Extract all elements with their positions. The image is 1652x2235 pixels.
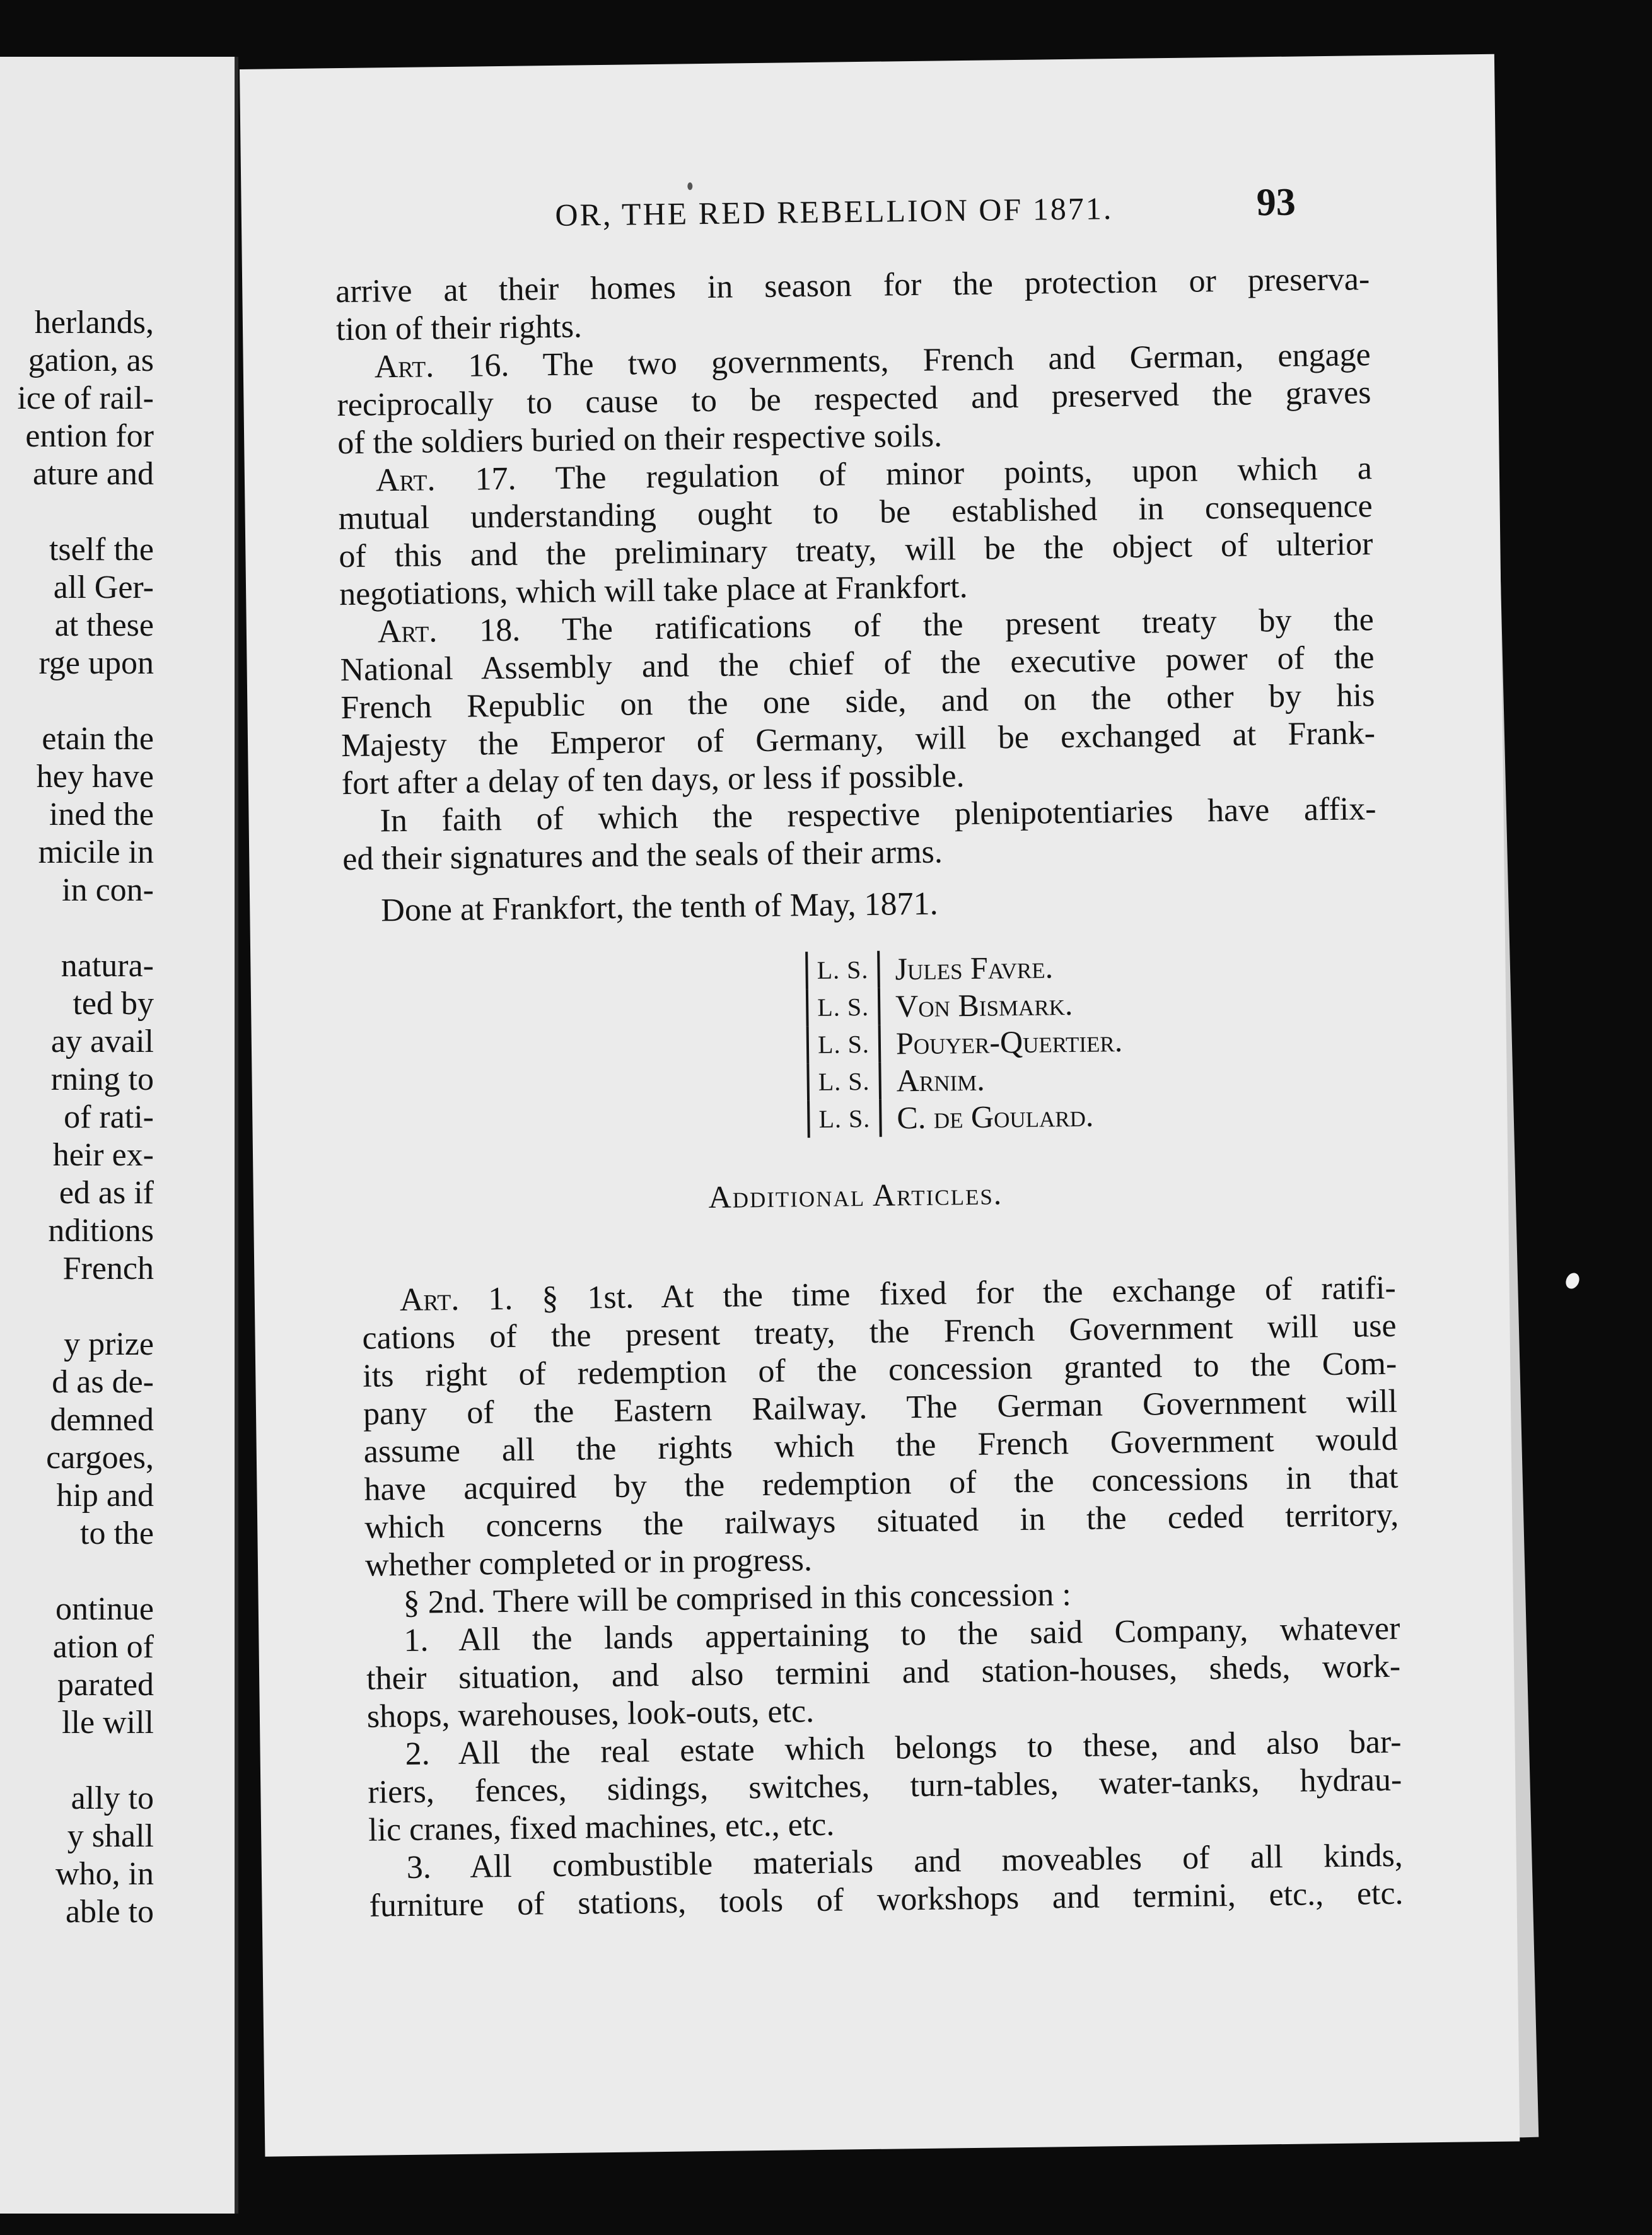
signatory-name: Pouyer-Quertier. [895, 1023, 1123, 1061]
text-line: shops, warehouses, look-outs, etc. [366, 1693, 815, 1735]
left-page-line: tself the [49, 532, 154, 568]
left-page-line: rge upon [38, 645, 154, 681]
signature-row [806, 1059, 1123, 1100]
text-line: In faith of which the respective plenipotentiaries have affix- [380, 791, 1376, 839]
left-page-line: herlands, [34, 305, 154, 341]
left-page-line: ted by [73, 986, 154, 1022]
left-page-line: in con- [62, 872, 154, 908]
text-line: which concerns the railways situated in the ceded territory, [364, 1497, 1399, 1546]
text-line: French Republic on the one side, and on the other by his [340, 677, 1375, 727]
text-line: of this and the preliminary treaty, will be the object of ulterior [339, 526, 1373, 575]
signature-block [805, 948, 1124, 1138]
text-line: 2. All the real estate which belongs to these, and also bar- [405, 1724, 1402, 1772]
left-page-line: French [62, 1251, 154, 1287]
signatory-name: Arnim. [896, 1061, 986, 1099]
signature-row [807, 1097, 1124, 1138]
left-page-line: hip and [56, 1478, 154, 1514]
text-line: cations of the present treaty, the French Government will use [362, 1307, 1397, 1357]
left-page-line: micile in [38, 834, 154, 870]
left-page-line: nditions [48, 1213, 154, 1249]
left-page-line: etain the [42, 721, 154, 757]
text-line: arrive at their homes in season for the protection or preserva- [335, 261, 1370, 310]
text-line: fort after a delay of ten days, or less if possible. [341, 758, 965, 802]
left-page-line: rning to [50, 1061, 154, 1097]
left-page-line: ally to [71, 1780, 154, 1816]
left-page-line: to the [80, 1515, 154, 1551]
seal-mark: L. S. [806, 988, 881, 1026]
left-page-line: who, in [55, 1856, 154, 1892]
text-line: Art. 16. The two governments, French and German, engage [374, 337, 1371, 385]
seal-mark: L. S. [805, 951, 880, 989]
text-line: pany of the Eastern Railway. The German Government will [363, 1383, 1398, 1432]
text-line: have acquired by the redemption of the concessions in that [364, 1459, 1399, 1508]
seal-mark: L. S. [806, 1063, 881, 1100]
left-page-line: natura- [61, 948, 154, 984]
left-page-line: parated [57, 1667, 154, 1703]
left-page-line: gation, as [28, 342, 154, 378]
signature-row [806, 1022, 1123, 1063]
text-line: mutual understanding ought to be established in consequence [338, 488, 1373, 537]
text-line: Art. 18. The ratifications of the present treaty by the [377, 602, 1375, 650]
left-page-line: ed as if [59, 1175, 154, 1211]
book-page [240, 54, 1520, 2157]
text-line: negotiations, which will take place at Frankfort. [339, 568, 968, 613]
text-line: 1. All the lands appertaining to the said Company, whatever [404, 1610, 1400, 1659]
body-text-top [335, 260, 1378, 930]
left-page-line: d as de- [52, 1364, 154, 1400]
signature-row [806, 985, 1122, 1026]
section-heading-text: Additional Articles. [708, 1176, 1003, 1215]
text-line: riers, fences, sidings, switches, turn-tables, water-tanks, hydrau- [368, 1761, 1402, 1811]
seal-mark: L. S. [807, 1100, 882, 1138]
text-line: lic cranes, fixed machines, etc., etc. [368, 1806, 835, 1848]
text-line: § 2nd. There will be comprised in this concession : [403, 1577, 1072, 1621]
body-text-bottom [362, 1269, 1404, 1925]
left-facing-page [0, 57, 238, 2214]
left-page-line: at these [54, 607, 154, 643]
left-page-line: ention for [25, 418, 154, 454]
text-line: its right of redemption of the concession granted to the Com- [362, 1345, 1397, 1394]
text-line: ed their signatures and the seals of their arms. [342, 834, 943, 878]
left-page-line: able to [65, 1894, 154, 1930]
page-number: 93 [1256, 180, 1296, 225]
text-line: furniture of stations, tools of workshops and termini, etc., etc. [369, 1875, 1404, 1924]
left-page-line: y prize [64, 1326, 154, 1362]
ink-speck [687, 182, 692, 190]
text-line: Majesty the Emperor of Germany, will be exchanged at Frank- [340, 715, 1376, 764]
seal-mark: L. S. [806, 1025, 881, 1063]
left-page-line: cargoes, [46, 1440, 154, 1476]
signatory-name: C. de Goulard. [897, 1097, 1094, 1136]
text-line: of the soldiers buried on their respective soils. [337, 417, 943, 462]
section-heading [253, 1169, 1509, 1221]
text-line: assume all the rights which the French Government would [363, 1421, 1399, 1470]
text-line: National Assembly and the chief of the executive power of the [340, 639, 1375, 689]
text-line: reciprocally to cause to be respected and preserved the graves [337, 375, 1371, 424]
left-page-line: y shall [67, 1818, 154, 1854]
running-title: OR, THE RED REBELLION OF 1871. [555, 190, 1114, 233]
left-page-line: lle will [62, 1705, 154, 1741]
text-line: 3. All combustible materials and moveables of all kinds, [406, 1837, 1404, 1886]
dateline: Done at Frankfort, the tenth of May, 1871. [380, 885, 938, 929]
left-page-line: all Ger- [53, 569, 154, 605]
left-page-line: demned [50, 1402, 154, 1438]
left-page-line: ay avail [50, 1024, 154, 1059]
text-line: their situation, and also termini and station-houses, sheds, work- [366, 1648, 1401, 1697]
text-line: Art. 17. The regulation of minor points, upon which a [375, 450, 1373, 499]
left-page-line: ined the [49, 797, 154, 832]
text-line: Art. 1. § 1st. At the time fixed for the exchange of ratifi- [399, 1269, 1397, 1319]
left-page-line: hey have [36, 759, 154, 795]
left-page-line: ature and [32, 456, 154, 492]
left-page-line: ice of rail- [17, 380, 154, 416]
signatory-name: Von Bismark. [895, 986, 1073, 1024]
text-line: whether completed or in progress. [364, 1542, 813, 1584]
signature-row [805, 948, 1122, 989]
signatory-name: Jules Favre. [895, 949, 1054, 987]
left-page-line: ation of [52, 1629, 154, 1665]
text-line: tion of their rights. [335, 308, 583, 348]
left-page-line: of rati- [64, 1099, 154, 1135]
left-page-line: heir ex- [52, 1137, 154, 1173]
left-page-line: ontinue [55, 1591, 154, 1627]
